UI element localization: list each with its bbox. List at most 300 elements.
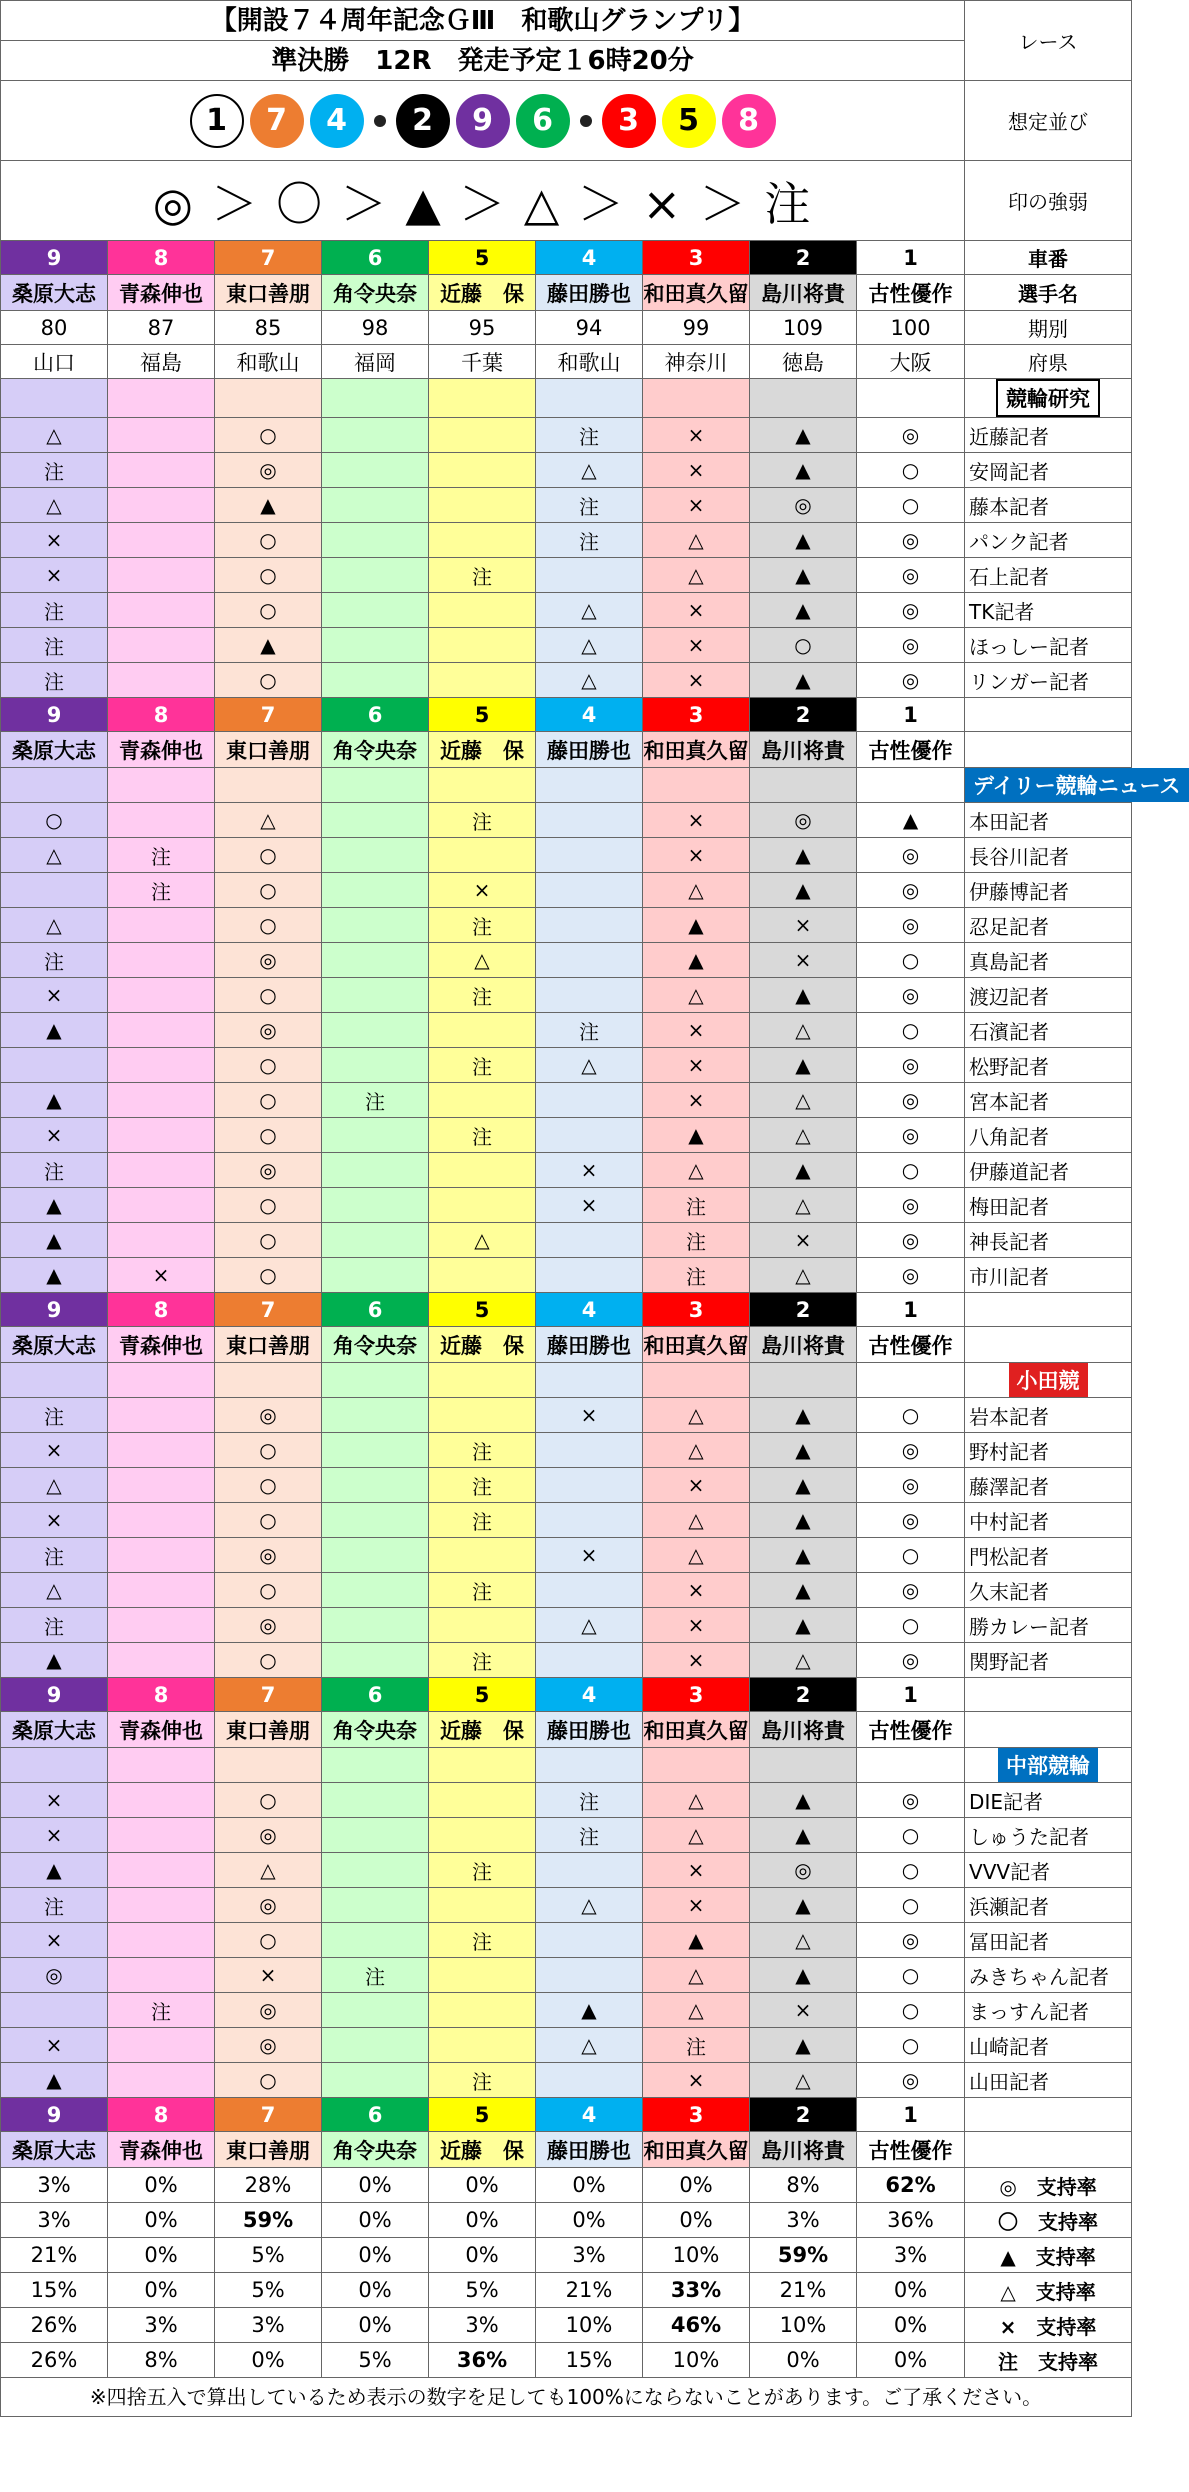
rider-name: 古性優作: [857, 732, 965, 768]
blank-cell: [536, 1363, 643, 1398]
support-rate: 28%: [215, 2168, 322, 2203]
prediction-mark: ×: [1, 1783, 108, 1818]
reporter-name: DIE記者: [965, 1783, 1132, 1818]
publisher-logo-cell: [965, 1363, 1132, 1398]
reporter-name: 藤澤記者: [965, 1468, 1132, 1503]
prediction-mark: 注: [536, 1013, 643, 1048]
prediction-mark: 注: [536, 418, 643, 453]
prediction-mark: [108, 1468, 215, 1503]
prediction-mark: [108, 628, 215, 663]
prediction-mark: [322, 803, 429, 838]
support-rate: 0%: [108, 2273, 215, 2308]
blank-cell: [965, 1678, 1132, 1712]
support-rate: 33%: [643, 2273, 750, 2308]
rider-name: 島川将貴: [750, 2132, 857, 2168]
publisher-logo-cell: [965, 379, 1132, 418]
reporter-name: 安岡記者: [965, 453, 1132, 488]
prediction-mark: [108, 1398, 215, 1433]
prediction-mark: ◎: [215, 1888, 322, 1923]
prediction-mark: ▲: [750, 663, 857, 698]
rider-prefecture: 福島: [108, 345, 215, 379]
rider-name: 角令央奈: [322, 1327, 429, 1363]
prediction-mark: [322, 1433, 429, 1468]
car-number-6: 6: [322, 241, 429, 275]
prediction-mark: ▲: [750, 1958, 857, 1993]
rider-name: 古性優作: [857, 1712, 965, 1748]
prediction-mark: [108, 1853, 215, 1888]
prediction-mark: ◎: [857, 1083, 965, 1118]
prediction-mark: ◎: [857, 1923, 965, 1958]
prediction-mark: ×: [1, 523, 108, 558]
car-number-9: 9: [1, 241, 108, 275]
prediction-mark: ×: [643, 1573, 750, 1608]
reporter-name: 岩本記者: [965, 1398, 1132, 1433]
prediction-mark: [536, 1923, 643, 1958]
prediction-mark: ◎: [750, 488, 857, 523]
rider-name: 島川将貴: [750, 1327, 857, 1363]
rider-name: 近藤 保: [429, 1327, 536, 1363]
reporter-name: まっすん記者: [965, 1993, 1132, 2028]
prediction-mark: ◎: [857, 593, 965, 628]
blank-cell: [322, 379, 429, 418]
prediction-mark: △: [429, 1223, 536, 1258]
prediction-mark: △: [215, 1853, 322, 1888]
car-number-5: 5: [429, 698, 536, 732]
prediction-mark: ▲: [857, 803, 965, 838]
prediction-mark: ▲: [536, 1993, 643, 2028]
rider-name: 島川将貴: [750, 732, 857, 768]
prediction-mark: ▲: [643, 908, 750, 943]
blank-cell: [429, 1748, 536, 1783]
marks-label: 印の強弱: [965, 161, 1132, 241]
support-rate: 0%: [857, 2273, 965, 2308]
prediction-mark: ×: [536, 1153, 643, 1188]
prediction-mark: [108, 1958, 215, 1993]
prediction-mark: 注: [1, 1888, 108, 1923]
rider-term: 85: [215, 311, 322, 345]
prediction-mark: [429, 838, 536, 873]
prediction-mark: [429, 418, 536, 453]
rider-prefecture: 山口: [1, 345, 108, 379]
prediction-mark: ◎: [857, 838, 965, 873]
prediction-mark: 注: [536, 1818, 643, 1853]
blank-cell: [108, 1363, 215, 1398]
prediction-mark: [108, 1923, 215, 1958]
rider-name: 近藤 保: [429, 732, 536, 768]
blank-cell: [108, 768, 215, 803]
prediction-mark: 注: [643, 2028, 750, 2063]
prediction-mark: ◎: [857, 1118, 965, 1153]
prediction-mark: [108, 558, 215, 593]
prediction-mark: ○: [857, 1993, 965, 2028]
blank-cell: [108, 1748, 215, 1783]
support-rate: 3%: [108, 2308, 215, 2343]
prediction-mark: ▲: [750, 1888, 857, 1923]
car-number-2: 2: [750, 698, 857, 732]
rider-term: 109: [750, 311, 857, 345]
prediction-mark: △: [750, 1188, 857, 1223]
prediction-mark: 注: [429, 1923, 536, 1958]
prediction-mark: ○: [215, 1048, 322, 1083]
prediction-mark: [108, 453, 215, 488]
prediction-mark: ×: [643, 593, 750, 628]
support-rate: 46%: [643, 2308, 750, 2343]
lineup-row: [1, 81, 965, 161]
support-rate-label: △ 支持率: [965, 2273, 1132, 2308]
prediction-mark: [1, 1048, 108, 1083]
rider-name: 島川将貴: [750, 275, 857, 311]
car-number-4: 4: [536, 241, 643, 275]
blank-cell: [643, 1363, 750, 1398]
car-number-5: 5: [429, 1293, 536, 1327]
support-rate: 8%: [108, 2343, 215, 2378]
support-rate: 10%: [643, 2238, 750, 2273]
race-title: 【開設７４周年記念ＧⅢ 和歌山グランプリ】: [1, 1, 965, 41]
support-rate: 5%: [215, 2238, 322, 2273]
prediction-mark: [322, 1853, 429, 1888]
prediction-mark: 注: [429, 803, 536, 838]
prediction-mark: ▲: [1, 1083, 108, 1118]
prediction-mark: ◎: [215, 1538, 322, 1573]
reporter-name: 伊藤博記者: [965, 873, 1132, 908]
blank-cell: [643, 379, 750, 418]
blank-cell: [215, 379, 322, 418]
rider-name: 島川将貴: [750, 1712, 857, 1748]
prediction-mark: ×: [643, 1083, 750, 1118]
reporter-name: 宮本記者: [965, 1083, 1132, 1118]
prediction-mark: [322, 1818, 429, 1853]
prediction-mark: ○: [215, 1923, 322, 1958]
prediction-mark: ×: [643, 1468, 750, 1503]
rider-name: 古性優作: [857, 275, 965, 311]
prediction-mark: ▲: [1, 1258, 108, 1293]
support-rate: 0%: [215, 2343, 322, 2378]
prediction-mark: [108, 943, 215, 978]
prediction-mark: △: [536, 1888, 643, 1923]
prediction-mark: ×: [643, 803, 750, 838]
prediction-mark: △: [643, 558, 750, 593]
prediction-mark: ×: [643, 838, 750, 873]
rider-term: 94: [536, 311, 643, 345]
prediction-mark: 注: [643, 1188, 750, 1223]
prediction-mark: ×: [536, 1188, 643, 1223]
prediction-mark: [322, 1153, 429, 1188]
support-rate: 3%: [215, 2308, 322, 2343]
prediction-mark: [536, 1503, 643, 1538]
prediction-mark: 注: [429, 1573, 536, 1608]
prediction-mark: [108, 663, 215, 698]
prediction-mark: [429, 1153, 536, 1188]
support-rate: 0%: [429, 2203, 536, 2238]
prediction-mark: ▲: [1, 1013, 108, 1048]
rider-name: 東口善朋: [215, 1327, 322, 1363]
rider-name: 和田真久留: [643, 1712, 750, 1748]
prediction-mark: 注: [1, 1398, 108, 1433]
prediction-mark: △: [750, 2063, 857, 2098]
car-number-8: 8: [108, 1678, 215, 1712]
prediction-mark: △: [1, 1468, 108, 1503]
blank-cell: [1, 1363, 108, 1398]
reporter-name: 門松記者: [965, 1538, 1132, 1573]
support-rate: 15%: [536, 2343, 643, 2378]
prediction-mark: ▲: [215, 628, 322, 663]
prediction-mark: ▲: [750, 1783, 857, 1818]
prediction-mark: [429, 1083, 536, 1118]
prediction-mark: ▲: [750, 1048, 857, 1083]
prediction-mark: 注: [429, 1643, 536, 1678]
support-rate: 3%: [1, 2168, 108, 2203]
rider-prefecture: 和歌山: [215, 345, 322, 379]
blank-cell: [965, 732, 1132, 768]
prediction-mark: ▲: [750, 418, 857, 453]
car-number-2: 2: [750, 241, 857, 275]
prediction-mark: ◎: [857, 558, 965, 593]
prediction-mark: ◎: [857, 663, 965, 698]
car-number-4: 4: [536, 2098, 643, 2132]
prediction-mark: ○: [857, 943, 965, 978]
reporter-name: 忍足記者: [965, 908, 1132, 943]
prediction-mark: [322, 1888, 429, 1923]
car-number-4: 4: [536, 698, 643, 732]
blank-cell: [536, 768, 643, 803]
prediction-mark: ◎: [1, 1958, 108, 1993]
support-rate: 36%: [429, 2343, 536, 2378]
marks-order: ◎ ＞ 〇 ＞ ▲ ＞ △ ＞ × ＞ 注: [1, 161, 965, 241]
prediction-mark: △: [536, 1608, 643, 1643]
car-number-8: 8: [108, 2098, 215, 2132]
support-rate: 21%: [536, 2273, 643, 2308]
prediction-mark: ×: [750, 1993, 857, 2028]
reporter-name: TK記者: [965, 593, 1132, 628]
support-rate: 0%: [429, 2238, 536, 2273]
prediction-mark: [429, 523, 536, 558]
prediction-mark: [322, 2063, 429, 2098]
prediction-mark: [108, 418, 215, 453]
prediction-mark: ▲: [1, 1188, 108, 1223]
support-rate: 15%: [1, 2273, 108, 2308]
prediction-mark: ◎: [750, 803, 857, 838]
prediction-mark: ○: [1, 803, 108, 838]
prediction-mark: [108, 1048, 215, 1083]
prediction-mark: ○: [857, 488, 965, 523]
lineup-separator: [374, 115, 386, 127]
prediction-mark: [322, 1468, 429, 1503]
reporter-name: 野村記者: [965, 1433, 1132, 1468]
rider-name: 和田真久留: [643, 275, 750, 311]
car-number-9: 9: [1, 2098, 108, 2132]
prediction-mark: ▲: [1, 1853, 108, 1888]
prediction-mark: ○: [215, 1083, 322, 1118]
prediction-mark: ▲: [750, 523, 857, 558]
rider-prefecture: 徳島: [750, 345, 857, 379]
prediction-mark: ▲: [750, 1398, 857, 1433]
support-rate: 3%: [429, 2308, 536, 2343]
prediction-mark: [322, 1118, 429, 1153]
prediction-mark: [322, 2028, 429, 2063]
rider-name: 東口善朋: [215, 2132, 322, 2168]
reporter-name: 真島記者: [965, 943, 1132, 978]
support-rate: 0%: [322, 2308, 429, 2343]
prediction-mark: [429, 1258, 536, 1293]
prediction-mark: [536, 943, 643, 978]
support-rate: 10%: [643, 2343, 750, 2378]
blank-cell: [429, 379, 536, 418]
support-rate-label: ◎ 支持率: [965, 2168, 1132, 2203]
publisher-logo-cell: [965, 768, 1181, 803]
blank-cell: [750, 768, 857, 803]
prediction-mark: [108, 593, 215, 628]
prediction-mark: △: [1, 418, 108, 453]
prediction-mark: ×: [1, 1503, 108, 1538]
prediction-mark: ○: [215, 1433, 322, 1468]
car-number-6: 6: [322, 698, 429, 732]
prediction-mark: [108, 1118, 215, 1153]
publisher-logo: 小田競: [1009, 1363, 1088, 1397]
prediction-mark: ×: [1, 2028, 108, 2063]
reporter-name: 神長記者: [965, 1223, 1132, 1258]
car-number-4: 4: [536, 1293, 643, 1327]
blank-cell: [750, 1363, 857, 1398]
prediction-mark: ×: [643, 1888, 750, 1923]
prediction-mark: ○: [750, 628, 857, 663]
blank-cell: [108, 379, 215, 418]
rider-name: 近藤 保: [429, 2132, 536, 2168]
reporter-name: 中村記者: [965, 1503, 1132, 1538]
prediction-mark: ◎: [215, 1013, 322, 1048]
prediction-mark: △: [750, 1258, 857, 1293]
car-number-9: 9: [1, 698, 108, 732]
prediction-mark: [429, 1818, 536, 1853]
prediction-mark: 注: [429, 1468, 536, 1503]
blank-cell: [965, 698, 1132, 732]
prediction-mark: △: [536, 628, 643, 663]
support-rate: 3%: [750, 2203, 857, 2238]
support-rate: 0%: [750, 2343, 857, 2378]
prediction-mark: ○: [215, 978, 322, 1013]
name-label: 選手名: [965, 275, 1132, 311]
prediction-mark: ▲: [750, 1573, 857, 1608]
publisher-logo: 競輪研究: [996, 379, 1100, 417]
reporter-name: 浜瀬記者: [965, 1888, 1132, 1923]
prediction-mark: ▲: [750, 1608, 857, 1643]
prediction-mark: ◎: [857, 978, 965, 1013]
prediction-mark: [108, 2028, 215, 2063]
publisher-logo: デイリー競輪ニュース: [965, 768, 1188, 802]
prediction-mark: 注: [1, 628, 108, 663]
prediction-mark: ○: [215, 523, 322, 558]
prediction-mark: △: [643, 1818, 750, 1853]
reporter-name: ほっしー記者: [965, 628, 1132, 663]
blank-cell: [429, 768, 536, 803]
rider-prefecture: 千葉: [429, 345, 536, 379]
prediction-mark: [322, 1398, 429, 1433]
prediction-mark: ×: [215, 1958, 322, 1993]
reporter-name: 藤本記者: [965, 488, 1132, 523]
lineup-car-7: 7: [250, 94, 304, 148]
prediction-mark: [429, 628, 536, 663]
blank-cell: [429, 1363, 536, 1398]
prediction-mark: [536, 558, 643, 593]
prediction-mark: ×: [1, 1818, 108, 1853]
lineup-label: 想定並び: [965, 81, 1132, 161]
reporter-name: 本田記者: [965, 803, 1132, 838]
rider-name: 桑原大志: [1, 1712, 108, 1748]
reporter-name: 伊藤道記者: [965, 1153, 1132, 1188]
rider-name: 桑原大志: [1, 1327, 108, 1363]
prediction-mark: △: [1, 1573, 108, 1608]
prediction-mark: ◎: [857, 628, 965, 663]
prediction-mark: ◎: [857, 1643, 965, 1678]
prediction-mark: ▲: [750, 838, 857, 873]
support-rate: 3%: [1, 2203, 108, 2238]
prediction-mark: [429, 1958, 536, 1993]
prediction-mark: [536, 2063, 643, 2098]
blank-cell: [322, 1748, 429, 1783]
reporter-name: パンク記者: [965, 523, 1132, 558]
support-rate: 0%: [429, 2168, 536, 2203]
prediction-mark: [536, 908, 643, 943]
prediction-mark: [108, 2063, 215, 2098]
support-rate: 62%: [857, 2168, 965, 2203]
rider-prefecture: 神奈川: [643, 345, 750, 379]
prediction-mark: [322, 1608, 429, 1643]
prediction-mark: ▲: [643, 1923, 750, 1958]
prediction-mark: [322, 523, 429, 558]
prediction-mark: [322, 558, 429, 593]
prediction-mark: ○: [215, 1783, 322, 1818]
blank-cell: [536, 379, 643, 418]
rider-term: 98: [322, 311, 429, 345]
prediction-mark: ◎: [215, 453, 322, 488]
blank-cell: [1, 379, 108, 418]
prediction-mark: ▲: [1, 1223, 108, 1258]
prediction-mark: ▲: [750, 453, 857, 488]
prediction-mark: ○: [857, 1013, 965, 1048]
prediction-mark: [536, 1258, 643, 1293]
lineup-car-6: 6: [516, 94, 570, 148]
prediction-mark: ◎: [750, 1853, 857, 1888]
prediction-mark: ○: [857, 1818, 965, 1853]
prediction-mark: ▲: [750, 978, 857, 1013]
prediction-mark: [429, 2028, 536, 2063]
prediction-mark: ▲: [215, 488, 322, 523]
blank-cell: [965, 2098, 1132, 2132]
prediction-mark: △: [750, 1118, 857, 1153]
prediction-mark: [429, 1188, 536, 1223]
prediction-mark: [536, 873, 643, 908]
prediction-mark: ○: [857, 453, 965, 488]
reporter-name: 梅田記者: [965, 1188, 1132, 1223]
prediction-mark: [108, 1503, 215, 1538]
prediction-mark: △: [643, 1958, 750, 1993]
prediction-mark: ◎: [857, 1783, 965, 1818]
prediction-mark: ×: [1, 1118, 108, 1153]
rider-term: 95: [429, 311, 536, 345]
reporter-name: みきちゃん記者: [965, 1958, 1132, 1993]
rider-name: 和田真久留: [643, 732, 750, 768]
prediction-mark: ○: [215, 1188, 322, 1223]
rider-name: 古性優作: [857, 1327, 965, 1363]
prediction-mark: ▲: [750, 558, 857, 593]
prediction-mark: △: [643, 1783, 750, 1818]
prediction-mark: ○: [857, 1538, 965, 1573]
car-number-7: 7: [215, 1293, 322, 1327]
prediction-mark: ○: [215, 1573, 322, 1608]
prediction-mark: [108, 1538, 215, 1573]
support-rate: 59%: [750, 2238, 857, 2273]
rider-term: 80: [1, 311, 108, 345]
prediction-mark: 注: [429, 1503, 536, 1538]
